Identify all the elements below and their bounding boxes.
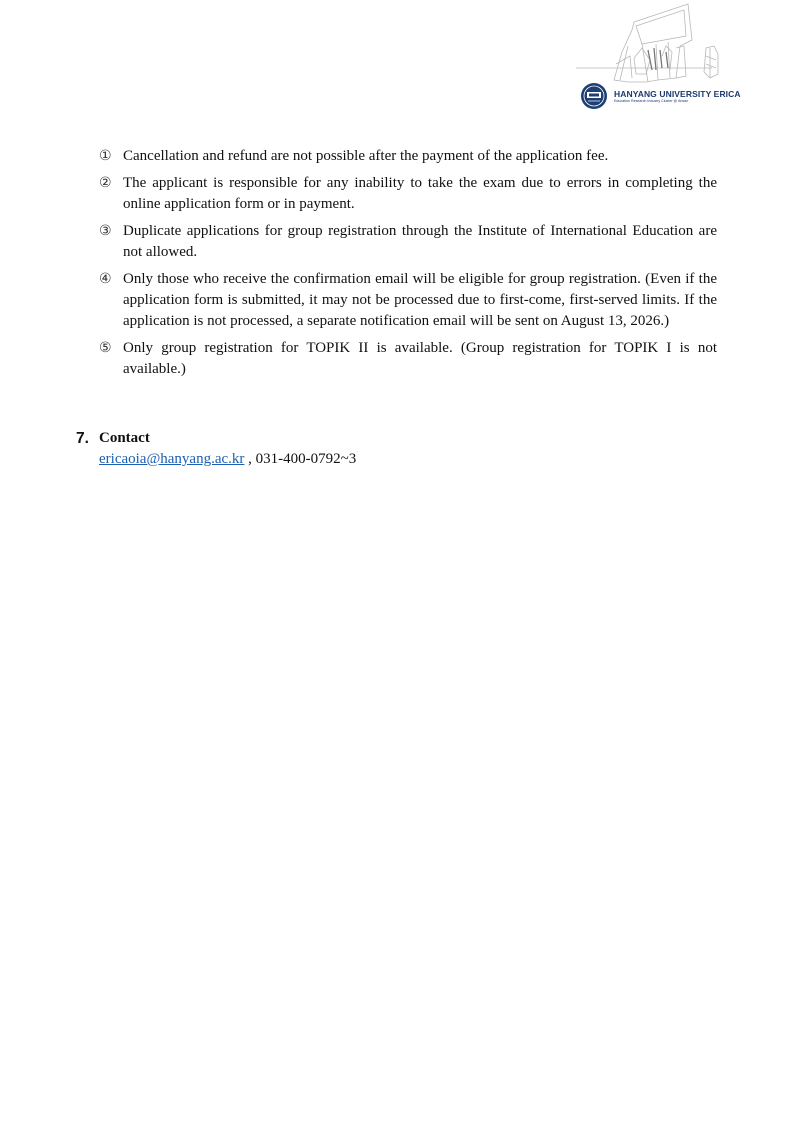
section-heading <box>76 428 716 449</box>
note-marker: ⑤ <box>99 340 112 356</box>
note-item <box>99 146 717 167</box>
section-title: Contact <box>99 430 150 446</box>
note-marker: ④ <box>99 271 112 287</box>
contact-email-link[interactable]: ericaoia@hanyang.ac.kr <box>99 451 245 467</box>
notes-list <box>99 146 717 386</box>
note-marker: ③ <box>99 223 112 239</box>
section-number: 7. <box>76 430 89 447</box>
brand-tagline: Education Research Industry Cluster @ Ansan <box>614 99 689 103</box>
note-marker: ② <box>99 175 112 191</box>
contact-phone: , 031-400-0792~3 <box>244 451 357 467</box>
note-item <box>99 173 717 215</box>
note-item <box>99 338 717 380</box>
note-marker: ① <box>99 148 112 164</box>
note-item <box>99 269 717 332</box>
contact-line <box>99 449 716 470</box>
brand-name: HANYANG UNIVERSITY ERICA <box>614 89 741 99</box>
note-item <box>99 221 717 263</box>
note-text: The applicant is responsible for any inability to take the exam due to errors in completing the online application form or in payment. <box>123 175 717 212</box>
note-text: Only those who receive the confirmation email will be eligible for group registration. (Even if the application form is submitted, it may not be processed due to first-come, first-served limits. If the application is not processed, a separate notification email will be sent on August 13, 2026.) <box>123 271 717 329</box>
note-text: Cancellation and refund are not possible after the payment of the application fee. <box>123 148 609 164</box>
university-emblem-icon <box>581 83 607 109</box>
note-text: Only group registration for TOPIK II is available. (Group registration for TOPIK I is not available.) <box>123 340 717 377</box>
note-text: Duplicate applications for group registration through the Institute of International Education are not allowed. <box>123 223 717 260</box>
contact-section <box>76 428 716 470</box>
